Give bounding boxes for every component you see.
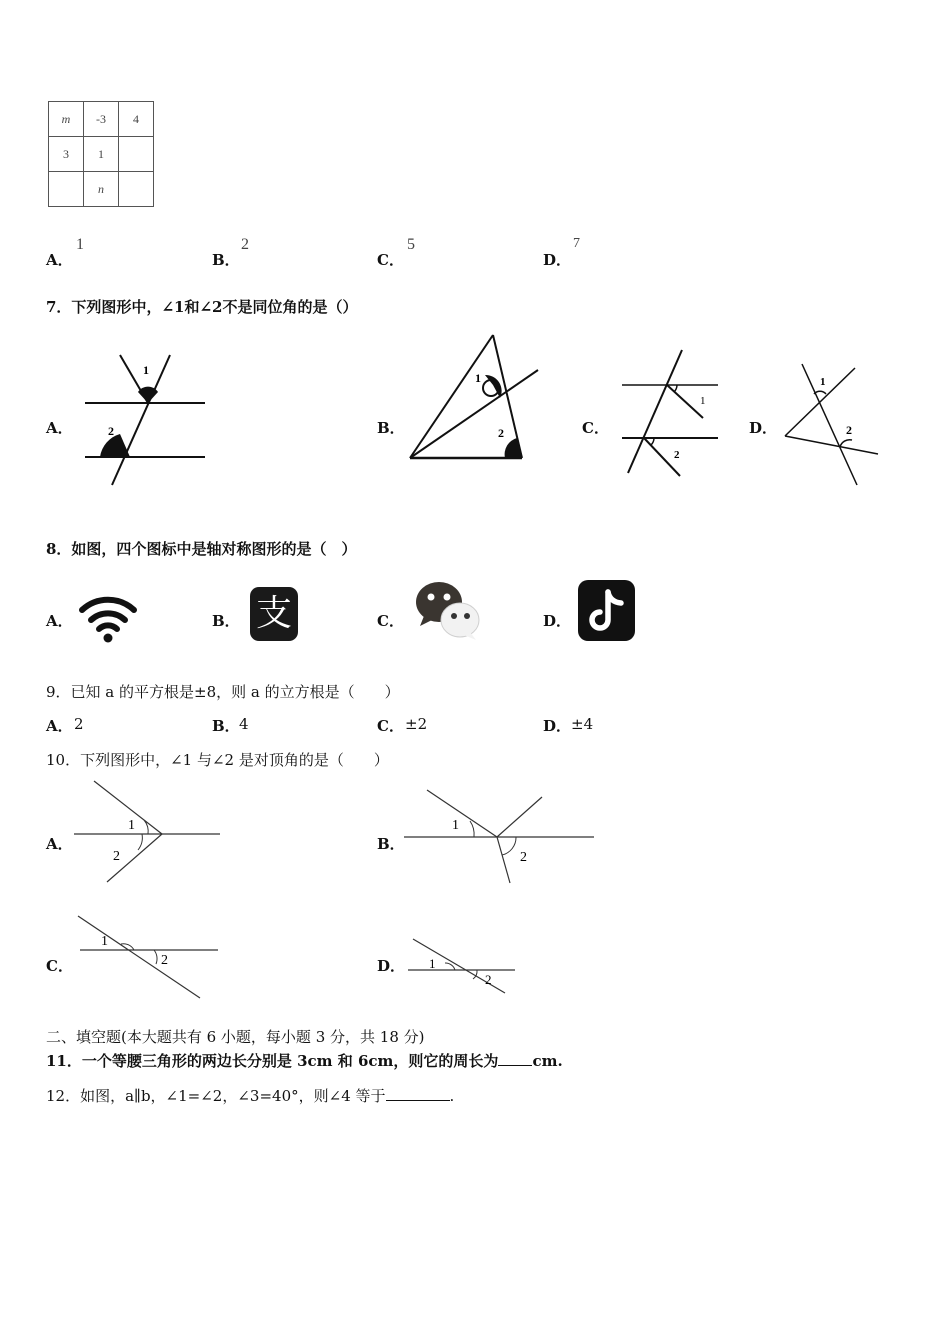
q9-option-d-value: ±4 xyxy=(571,715,594,733)
grid-cell: m xyxy=(49,102,84,137)
q7-option-b: B． xyxy=(377,419,405,437)
q8-option-c: C． xyxy=(377,612,404,630)
grid-cell xyxy=(49,172,84,207)
angle-label: 1 xyxy=(820,376,826,388)
alipay-icon: 支 xyxy=(250,587,298,641)
q11 xyxy=(46,1050,563,1071)
q11-unit: cm. xyxy=(532,1052,563,1070)
q10-figure-d xyxy=(405,935,520,997)
angle-label: 2 xyxy=(485,972,492,987)
q8-option-a: A． xyxy=(46,612,73,630)
q10-figure-a xyxy=(72,778,224,886)
q6-option-a-label: A． xyxy=(46,251,73,269)
grid-cell: 1 xyxy=(84,137,119,172)
q9-stem: 9．已知 a 的平方根是±8，则 a 的立方根是（ ） xyxy=(46,683,400,701)
angle-label: 2 xyxy=(674,449,680,461)
q6-option-b-value: 2 xyxy=(241,236,249,253)
grid-cell: n xyxy=(84,172,119,207)
q7-figure-c xyxy=(620,348,725,478)
angle-label: 1 xyxy=(429,956,436,971)
angle-label: 2 xyxy=(108,424,114,438)
q11-answer-blank[interactable] xyxy=(498,1065,532,1066)
q6-option-c-value: 5 xyxy=(407,236,415,253)
q7-figure-a xyxy=(80,350,210,490)
tiktok-icon xyxy=(578,580,635,641)
angle-label: 2 xyxy=(520,850,527,865)
q6-option-d-value: 7 xyxy=(573,236,580,251)
angle-label: 1 xyxy=(452,818,459,833)
q9-option-b-value: 4 xyxy=(239,715,249,733)
q8-option-d: D． xyxy=(543,612,572,630)
grid-cell xyxy=(119,172,154,207)
q7-figure-b xyxy=(405,330,545,465)
q7-option-c: C． xyxy=(582,419,609,437)
angle-label: 2 xyxy=(113,849,120,864)
wechat-icon xyxy=(414,580,482,642)
q8-option-b: B． xyxy=(212,612,240,630)
q10-figure-c xyxy=(76,912,222,1002)
angle-label: 1 xyxy=(143,363,149,377)
q10-option-a: A． xyxy=(46,835,73,853)
wifi-icon xyxy=(78,592,138,644)
q7-stem: 7．下列图形中，∠1和∠2不是同位角的是（） xyxy=(46,298,358,316)
angle-label: 1 xyxy=(475,371,481,385)
q12-text: 12．如图，a∥b，∠1=∠2，∠3=40°，则∠4 等于 xyxy=(46,1087,386,1105)
angle-label: 1 xyxy=(128,818,135,833)
grid-cell: 4 xyxy=(119,102,154,137)
q7-option-a: A． xyxy=(46,419,73,437)
q12 xyxy=(46,1085,454,1106)
q10-stem: 10．下列图形中，∠1 与∠2 是对顶角的是（ ） xyxy=(46,751,389,769)
q8-stem: 8．如图，四个图标中是轴对称图形的是（ ） xyxy=(46,540,357,558)
angle-label: 2 xyxy=(846,423,852,437)
q10-option-b: B． xyxy=(377,835,405,853)
angle-label: 2 xyxy=(161,953,168,968)
q9-option-d-label: D． xyxy=(543,717,572,735)
q9-option-a-label: A． xyxy=(46,717,73,735)
section-2-title: 二、填空题(本大题共有 6 小题，每小题 3 分，共 18 分) xyxy=(46,1028,425,1046)
q12-answer-blank[interactable] xyxy=(386,1100,450,1101)
grid-cell xyxy=(119,137,154,172)
q10-option-c: C． xyxy=(46,957,73,975)
q9-option-b-label: B． xyxy=(212,717,240,735)
q6-option-c-label: C． xyxy=(377,251,404,269)
q7-option-d: D． xyxy=(749,419,778,437)
q12-period: . xyxy=(449,1087,455,1105)
q7-figure-d xyxy=(780,360,885,490)
angle-label: 2 xyxy=(498,426,504,440)
q10-option-d: D． xyxy=(377,957,406,975)
q6-option-d-label: D． xyxy=(543,251,572,269)
q9-option-c-value: ±2 xyxy=(405,715,428,733)
q6-option-a-value: 1 xyxy=(76,236,84,253)
grid-cell: 3 xyxy=(49,137,84,172)
grid-cell: -3 xyxy=(84,102,119,137)
q10-figure-b xyxy=(402,785,597,887)
q9-option-c-label: C． xyxy=(377,717,404,735)
angle-label: 1 xyxy=(101,934,108,949)
angle-label: 1 xyxy=(700,395,706,407)
number-grid xyxy=(48,101,154,207)
q11-text: 11．一个等腰三角形的两边长分别是 3cm 和 6cm，则它的周长为 xyxy=(46,1052,499,1070)
q9-option-a-value: 2 xyxy=(74,715,84,733)
q6-option-b-label: B． xyxy=(212,251,240,269)
